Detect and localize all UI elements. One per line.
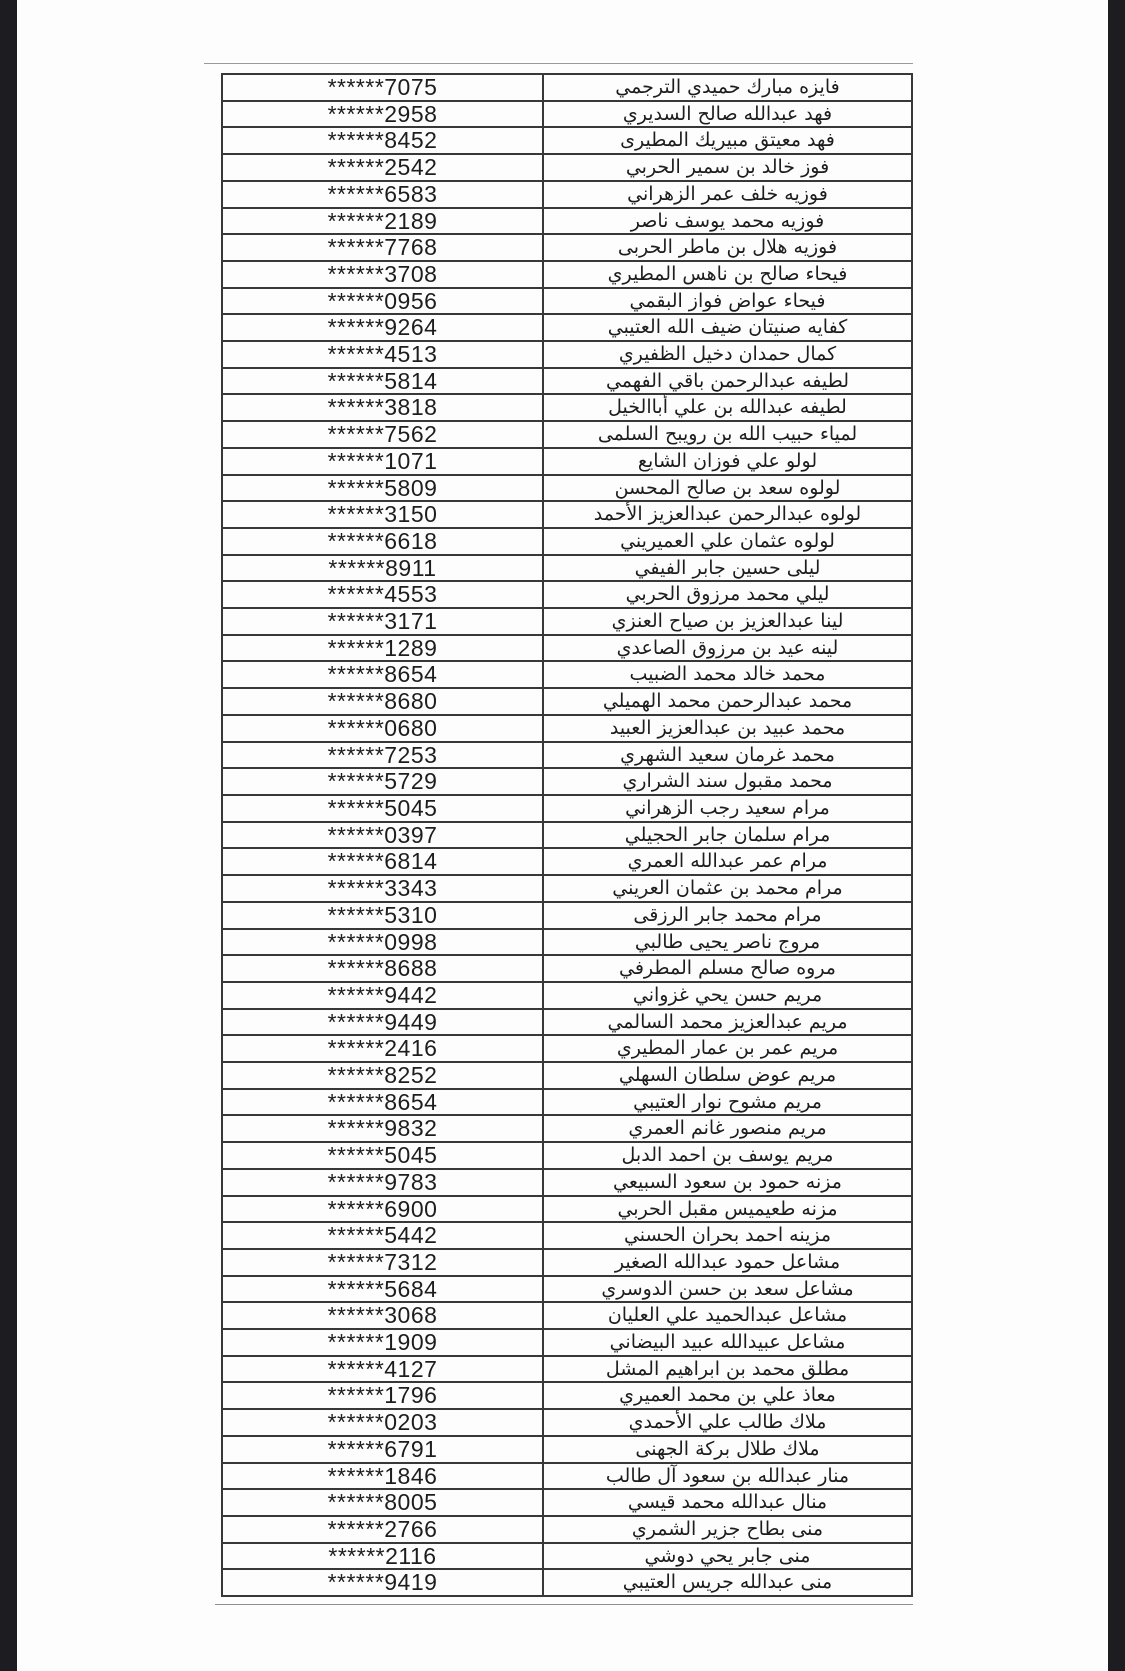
masked-id-cell: ******8654 [222, 661, 543, 688]
masked-id-cell: ******4553 [222, 581, 543, 608]
masked-id-cell: ******3818 [222, 394, 543, 421]
masked-id-cell: ******8252 [222, 1062, 543, 1089]
previous-section-edge-line [204, 63, 913, 64]
person-name-cell: فيحاء صالح بن ناهس المطيري [543, 261, 912, 288]
table-row [222, 74, 912, 101]
table-row [222, 1009, 912, 1036]
table-row [222, 1302, 912, 1329]
masked-id-cell: ******6791 [222, 1436, 543, 1463]
masked-id-cell: ******7075 [222, 74, 543, 101]
person-name-cell: منى عبدالله جريس العتيبي [543, 1569, 912, 1596]
table-row [222, 982, 912, 1009]
masked-id-cell: ******6618 [222, 528, 543, 555]
person-name-cell: مزينه احمد بحران الحسني [543, 1222, 912, 1249]
table-row [222, 875, 912, 902]
table-row [222, 1142, 912, 1169]
masked-id-cell: ******4513 [222, 341, 543, 368]
table-row [222, 1463, 912, 1490]
person-name-cell: مريم عوض سلطان السهلي [543, 1062, 912, 1089]
person-name-cell: مشاعل عبيدالله عبيد البيضاني [543, 1329, 912, 1356]
person-name-cell: منى جابر يحي دوشي [543, 1543, 912, 1570]
table-bottom-echo-line [215, 1604, 913, 1605]
masked-id-cell: ******2189 [222, 208, 543, 235]
person-name-cell: كمال حمدان دخيل الظفيري [543, 341, 912, 368]
masked-id-cell: ******1071 [222, 448, 543, 475]
table-row [222, 261, 912, 288]
person-name-cell: مشاعل عبدالحميد علي العليان [543, 1302, 912, 1329]
table-row [222, 1222, 912, 1249]
person-name-cell: مريم حسن يحي غزواني [543, 982, 912, 1009]
person-name-cell: لولوه عبدالرحمن عبدالعزيز الأحمد [543, 501, 912, 528]
person-name-cell: كفايه صنيتان ضيف الله العتيبي [543, 314, 912, 341]
table-row [222, 822, 912, 849]
table-row [222, 1516, 912, 1543]
person-name-cell: لينه عيد بن مرزوق الصاعدي [543, 635, 912, 662]
table-row [222, 1569, 912, 1596]
table-row [222, 635, 912, 662]
table-row [222, 1356, 912, 1383]
masked-id-cell: ******5045 [222, 795, 543, 822]
table-row [222, 1436, 912, 1463]
person-name-cell: لينا عبدالعزيز بن صياح العنزي [543, 608, 912, 635]
masked-id-cell: ******8911 [222, 555, 543, 582]
masked-id-cell: ******9449 [222, 1009, 543, 1036]
person-name-cell: مروه صالح مسلم المطرفي [543, 955, 912, 982]
table-row [222, 581, 912, 608]
person-name-cell: مشاعل حمود عبدالله الصغير [543, 1249, 912, 1276]
masked-id-cell: ******1909 [222, 1329, 543, 1356]
masked-id-cell: ******8005 [222, 1489, 543, 1516]
table-row [222, 795, 912, 822]
masked-id-cell: ******7253 [222, 742, 543, 769]
table-row [222, 955, 912, 982]
masked-id-cell: ******5045 [222, 1142, 543, 1169]
table-row [222, 1382, 912, 1409]
masked-id-cell: ******3150 [222, 501, 543, 528]
person-name-cell: مرام سلمان جابر الحجيلي [543, 822, 912, 849]
table-row [222, 902, 912, 929]
person-name-cell: ملاك طالب علي الأحمدي [543, 1409, 912, 1436]
person-name-cell: مزنه حمود بن سعود السبيعي [543, 1169, 912, 1196]
masked-id-cell: ******6583 [222, 181, 543, 208]
table-row [222, 848, 912, 875]
table-row [222, 475, 912, 502]
person-name-cell: ملاك طلال بركة الجهنى [543, 1436, 912, 1463]
masked-id-cell: ******0203 [222, 1409, 543, 1436]
masked-id-cell: ******8688 [222, 955, 543, 982]
table-row [222, 288, 912, 315]
table-row [222, 181, 912, 208]
person-name-cell: لولوه عثمان علي العميريني [543, 528, 912, 555]
masked-id-cell: ******2958 [222, 101, 543, 128]
masked-id-cell: ******5729 [222, 768, 543, 795]
person-name-cell: محمد عبيد بن عبدالعزيز العبيد [543, 715, 912, 742]
person-name-cell: لطيفه عبدالرحمن باقي الفهمي [543, 368, 912, 395]
person-name-cell: منار عبدالله بن سعود آل طالب [543, 1463, 912, 1490]
masked-id-cell: ******5684 [222, 1276, 543, 1303]
table-row [222, 1115, 912, 1142]
table-row [222, 234, 912, 261]
masked-id-cell: ******2116 [222, 1543, 543, 1570]
masked-id-cell: ******2542 [222, 154, 543, 181]
table-row [222, 1089, 912, 1116]
masked-id-cell: ******5442 [222, 1222, 543, 1249]
masked-id-cell: ******7562 [222, 421, 543, 448]
masked-id-cell: ******6814 [222, 848, 543, 875]
person-name-cell: فوزيه هلال بن ماطر الحربى [543, 234, 912, 261]
masked-id-cell: ******4127 [222, 1356, 543, 1383]
table-row [222, 208, 912, 235]
person-name-cell: ليلي محمد مرزوق الحربي [543, 581, 912, 608]
person-name-cell: معاذ علي بن محمد العميري [543, 1382, 912, 1409]
person-name-cell: محمد غرمان سعيد الشهري [543, 742, 912, 769]
person-name-cell: مرام محمد جابر الرزقى [543, 902, 912, 929]
person-name-cell: مريم منصور غانم العمري [543, 1115, 912, 1142]
masked-id-cell: ******6900 [222, 1196, 543, 1223]
masked-id-cell: ******9264 [222, 314, 543, 341]
table-row [222, 421, 912, 448]
masked-id-cell: ******3171 [222, 608, 543, 635]
person-name-cell: فهد عبدالله صالح السديري [543, 101, 912, 128]
table-row [222, 1035, 912, 1062]
person-name-cell: فيحاء عواض فواز البقمي [543, 288, 912, 315]
person-name-cell: لولو علي فوزان الشايع [543, 448, 912, 475]
table-row [222, 608, 912, 635]
masked-id-cell: ******0397 [222, 822, 543, 849]
person-name-cell: ليلى حسين جابر الفيفي [543, 555, 912, 582]
person-name-cell: مريم عمر بن عمار المطيري [543, 1035, 912, 1062]
person-name-cell: فايزه مبارك حميدي الترجمي [543, 74, 912, 101]
table-row [222, 1409, 912, 1436]
masked-id-cell: ******9832 [222, 1115, 543, 1142]
table-row [222, 528, 912, 555]
person-name-cell: فوزيه محمد يوسف ناصر [543, 208, 912, 235]
table-row [222, 742, 912, 769]
masked-id-cell: ******8680 [222, 688, 543, 715]
masked-id-cell: ******8654 [222, 1089, 543, 1116]
table-row [222, 394, 912, 421]
table-row [222, 1276, 912, 1303]
masked-id-cell: ******9783 [222, 1169, 543, 1196]
masked-id-cell: ******3068 [222, 1302, 543, 1329]
table-row [222, 1196, 912, 1223]
table-row [222, 154, 912, 181]
masked-id-cell: ******7768 [222, 234, 543, 261]
table-row [222, 1062, 912, 1089]
person-name-cell: مروج ناصر يحيى طالبي [543, 929, 912, 956]
table-row [222, 127, 912, 154]
table-row [222, 448, 912, 475]
person-name-cell: محمد عبدالرحمن محمد الهميلي [543, 688, 912, 715]
masked-id-cell: ******7312 [222, 1249, 543, 1276]
table-row [222, 1329, 912, 1356]
person-name-cell: لطيفه عبدالله بن علي أباالخيل [543, 394, 912, 421]
table-row [222, 661, 912, 688]
person-name-cell: محمد خالد محمد الضبيب [543, 661, 912, 688]
person-name-cell: فهد معيتق مبيريك المطيرى [543, 127, 912, 154]
table-row [222, 1249, 912, 1276]
table-row [222, 314, 912, 341]
masked-id-name-table [221, 73, 913, 1597]
masked-id-cell: ******1289 [222, 635, 543, 662]
masked-id-cell: ******9419 [222, 1569, 543, 1596]
person-name-cell: مرام عمر عبدالله العمري [543, 848, 912, 875]
masked-id-cell: ******2766 [222, 1516, 543, 1543]
masked-id-cell: ******0956 [222, 288, 543, 315]
table-body [222, 74, 912, 1596]
scan-edge-strip-right [1108, 0, 1125, 1671]
person-name-cell: فوزيه خلف عمر الزهراني [543, 181, 912, 208]
masked-id-cell: ******5310 [222, 902, 543, 929]
table-row [222, 368, 912, 395]
masked-id-cell: ******5814 [222, 368, 543, 395]
table-row [222, 768, 912, 795]
masked-id-cell: ******1846 [222, 1463, 543, 1490]
person-name-cell: مطلق محمد بن ابراهيم المشل [543, 1356, 912, 1383]
scan-edge-strip-left [0, 0, 17, 1671]
table-row [222, 1169, 912, 1196]
table-row [222, 715, 912, 742]
table-row [222, 555, 912, 582]
masked-id-cell: ******9442 [222, 982, 543, 1009]
table-row [222, 1489, 912, 1516]
masked-id-cell: ******0998 [222, 929, 543, 956]
person-name-cell: مريم يوسف بن احمد الدبل [543, 1142, 912, 1169]
person-name-cell: محمد مقبول سند الشراري [543, 768, 912, 795]
masked-id-cell: ******2416 [222, 1035, 543, 1062]
table-row [222, 341, 912, 368]
masked-id-cell: ******1796 [222, 1382, 543, 1409]
table-row [222, 1543, 912, 1570]
person-name-cell: فوز خالد بن سمير الحربي [543, 154, 912, 181]
person-name-cell: مزنه طعيميس مقبل الحربي [543, 1196, 912, 1223]
masked-id-cell: ******5809 [222, 475, 543, 502]
person-name-cell: مرام محمد بن عثمان العريني [543, 875, 912, 902]
masked-id-cell: ******3343 [222, 875, 543, 902]
person-name-cell: مشاعل سعد بن حسن الدوسري [543, 1276, 912, 1303]
table-row [222, 501, 912, 528]
person-name-cell: مريم مشوح نوار العتيبي [543, 1089, 912, 1116]
table-row [222, 929, 912, 956]
masked-id-cell: ******0680 [222, 715, 543, 742]
person-name-cell: لولوه سعد بن صالح المحسن [543, 475, 912, 502]
person-name-cell: منال عبدالله محمد قيسي [543, 1489, 912, 1516]
masked-id-cell: ******3708 [222, 261, 543, 288]
person-name-cell: مريم عبدالعزيز محمد السالمي [543, 1009, 912, 1036]
table-row [222, 101, 912, 128]
person-name-cell: لمياء حبيب الله بن رويبح السلمى [543, 421, 912, 448]
person-name-cell: مرام سعيد رجب الزهراني [543, 795, 912, 822]
table-row [222, 688, 912, 715]
masked-id-cell: ******8452 [222, 127, 543, 154]
person-name-cell: منى بطاح جزير الشمري [543, 1516, 912, 1543]
